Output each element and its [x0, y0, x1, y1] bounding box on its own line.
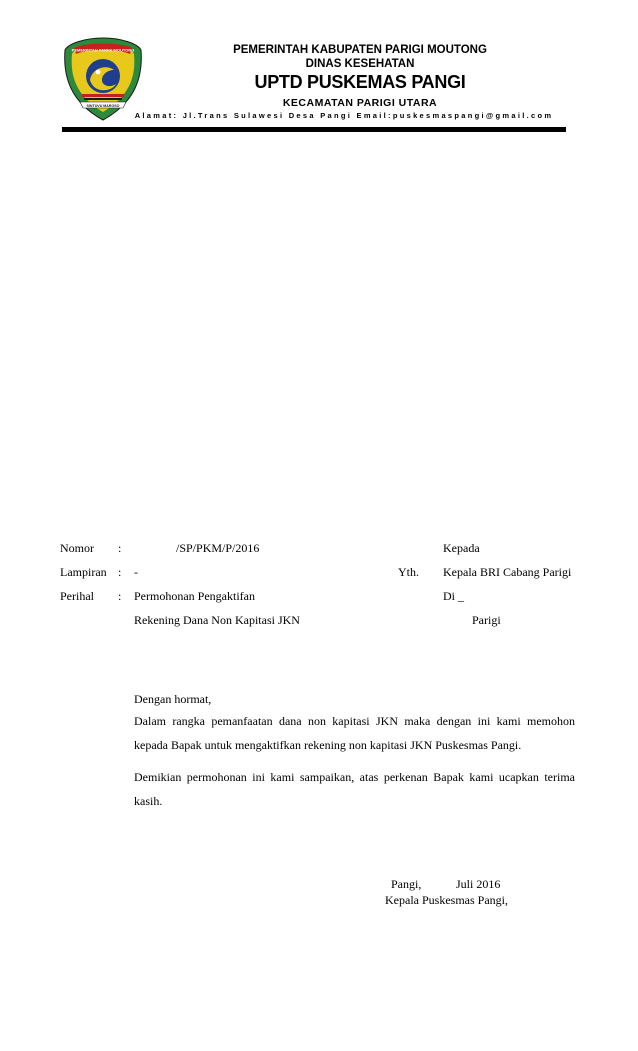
salutation: Dengan hormat, — [134, 692, 212, 706]
paragraph-request-line-2: kepada Bapak untuk mengaktifkan rekening non kapitasi JKN Puskesmas Pangi. — [134, 738, 522, 752]
paragraph-request-line-1: Dalam rangka pemanfaatan dana non kapitasi JKN maka dengan ini kami memohon — [134, 714, 575, 728]
perihal-colon: : — [118, 589, 122, 603]
crest-ring-text: PEMERINTAH PARIGI MOUTONG — [71, 47, 135, 53]
letterhead-government: PEMERINTAH KABUPATEN PARIGI MOUTONG — [233, 44, 487, 56]
paragraph-closing-line-1: Demikian permohonan ini kami sampaikan, atas perkenan Bapak kami ucapkan terima — [134, 770, 575, 784]
recipient-place: Parigi — [472, 613, 501, 627]
perihal-label: Perihal — [60, 589, 94, 603]
signature-date: Juli 2016 — [456, 877, 501, 891]
signature-title: Kepala Puskesmas Pangi, — [385, 893, 508, 907]
recipient-yth: Yth. — [398, 565, 419, 579]
recipient-name: Kepala BRI Cabang Parigi — [443, 565, 572, 579]
lampiran-label: Lampiran — [60, 565, 107, 579]
nomor-colon: : — [118, 541, 122, 555]
crest-ribbon-text: SINTUVU MAROSO — [86, 103, 120, 108]
perihal-line-1: Permohonan Pengaktifan — [134, 589, 255, 603]
paragraph-request — [134, 709, 575, 757]
lampiran-colon: : — [118, 565, 122, 579]
letterhead-address: Alamat: Jl.Trans Sulawesi Desa Pangi Email:puskesmaspangi@gmail.com — [134, 111, 554, 120]
perihal-line-2: Rekening Dana Non Kapitasi JKN — [134, 613, 300, 627]
paragraph-closing-line-2: kasih. — [134, 794, 163, 808]
nomor-value: /SP/PKM/P/2016 — [176, 541, 260, 555]
recipient-di: Di _ — [443, 589, 464, 603]
nomor-label: Nomor — [60, 541, 94, 555]
letterhead-district: KECAMATAN PARIGI UTARA — [282, 97, 438, 109]
recipient-kepada: Kepada — [443, 541, 480, 555]
letterhead-department: DINAS KESEHATAN — [305, 58, 415, 70]
letterhead-title: UPTD PUSKEMAS PANGI — [254, 72, 466, 92]
signature-place: Pangi, — [391, 877, 422, 891]
regency-crest-icon — [62, 36, 144, 122]
letterhead-divider — [62, 127, 566, 132]
paragraph-closing — [134, 765, 575, 813]
lampiran-value: - — [134, 565, 138, 579]
